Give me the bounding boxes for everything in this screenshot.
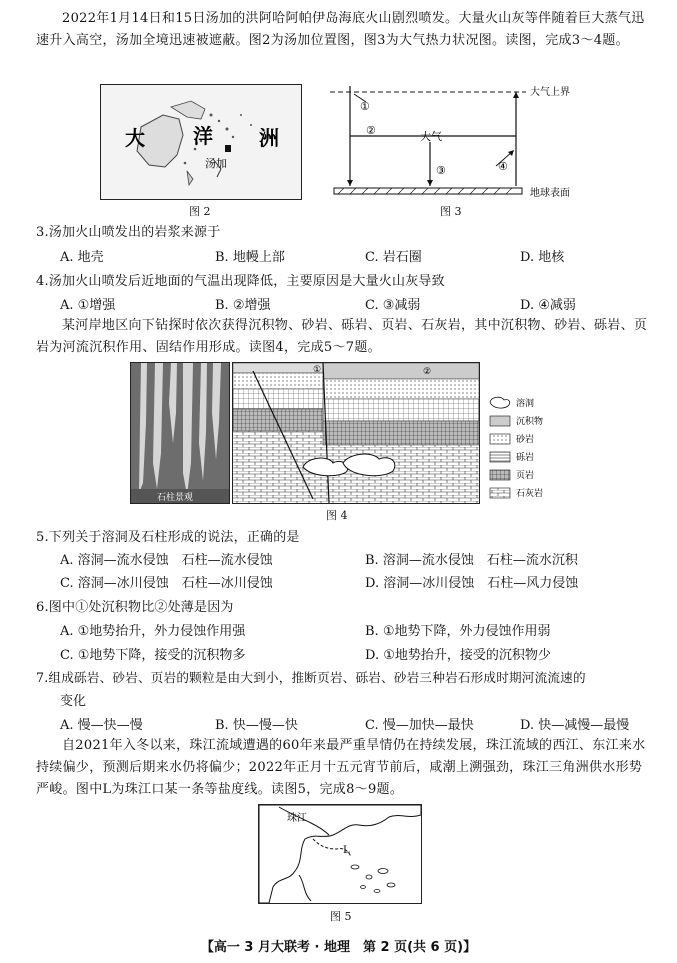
fig3-bottom-label: 地球表面 bbox=[530, 188, 570, 199]
q6-option-c: C. ①地势下降，接受的沉积物多 bbox=[60, 648, 246, 663]
legend-item-1: 沉积物 bbox=[516, 417, 544, 427]
q4-option-c: C. ③减弱 bbox=[365, 298, 421, 313]
q4-option-a: A. ①增强 bbox=[60, 298, 116, 313]
q4-option-d: D. ④减弱 bbox=[520, 298, 576, 313]
question-6-stem: 6.图中①处沉积物比②处薄是因为 bbox=[36, 600, 234, 615]
fig5-river-label: 珠江 bbox=[287, 813, 307, 824]
figure-5-caption: 图 5 bbox=[330, 910, 352, 923]
figure-4-cross-section bbox=[232, 362, 480, 504]
map-label-tonga: 汤加 bbox=[205, 157, 227, 170]
q6-option-d: D. ①地势抬升，接受的沉积物少 bbox=[365, 648, 551, 663]
fig4-marker-1: ① bbox=[313, 365, 322, 375]
figure-5-map bbox=[258, 804, 422, 904]
figure-4-photo bbox=[130, 362, 230, 504]
intro-paragraph-2: 某河岸地区向下钻探时依次获得沉积物、砂岩、砾岩、页岩、石灰岩，其中沉积物、砂岩、砾岩、页岩为河流沉积作用、固结作用形成。读图4，完成5～7题。 bbox=[36, 318, 648, 355]
question-4-stem: 4.汤加火山喷发后近地面的气温出现降低，主要原因是大量火山灰导致 bbox=[36, 274, 445, 289]
figure-3-diagram bbox=[330, 80, 610, 202]
figure-4-legend bbox=[488, 394, 568, 502]
intro-paragraph-3: 自2021年入冬以来，珠江流域遭遇的60年来最严重旱情仍在持续发展，珠江流域的西江、东江来水持续偏少，预测后期来水仍将偏少；2022年正月十五元宵节前后，咸潮上溯强劲，珠江三角洲供水形势严峻。图中L为珠江口某一条等盐度线。读图5，完成8～9题。 bbox=[36, 738, 646, 797]
intro-paragraph-1: 2022年1月14日和15日汤加的洪阿哈阿帕伊岛海底火山剧烈喷发。大量火山灰等伴随着巨大蒸气迅速升入高空，汤加全境迅速被遮蔽。图2为汤加位置图，图3为大气热力状况图。读图，完成3～4题。 bbox=[36, 11, 645, 48]
figure-2-map bbox=[100, 84, 302, 200]
fig3-marker-1: ① bbox=[360, 100, 370, 113]
q7-option-b: B. 快—慢—快 bbox=[215, 718, 298, 733]
legend-item-0: 溶洞 bbox=[516, 399, 535, 409]
fig5-line-label: L bbox=[343, 845, 350, 856]
q5-option-b: B. 溶洞—流水侵蚀 石柱—流水沉积 bbox=[365, 553, 578, 568]
fig4-marker-2: ② bbox=[423, 367, 432, 377]
figure-2-caption: 图 2 bbox=[189, 205, 211, 218]
q5-option-d: D. 溶洞—冰川侵蚀 石柱—风力侵蚀 bbox=[365, 576, 579, 591]
q7-option-a: A. 慢—快—慢 bbox=[60, 718, 143, 733]
legend-item-3: 砾岩 bbox=[516, 453, 535, 463]
figure-3-caption: 图 3 bbox=[440, 205, 462, 218]
fig3-center-label: 大气 bbox=[420, 130, 442, 143]
map-label-da: 大 bbox=[125, 126, 145, 150]
q3-option-c: C. 岩石圈 bbox=[365, 250, 422, 265]
q3-option-d: D. 地核 bbox=[520, 250, 565, 265]
q5-option-a: A. 溶洞—流水侵蚀 石柱—流水侵蚀 bbox=[60, 553, 273, 568]
q3-option-b: B. 地幔上部 bbox=[215, 250, 285, 265]
fig3-marker-4: ④ bbox=[498, 160, 508, 173]
q3-option-a: A. 地壳 bbox=[60, 250, 104, 265]
photo-label: 石柱景观 bbox=[157, 493, 194, 503]
fig3-marker-2: ② bbox=[366, 124, 376, 137]
question-3-stem: 3.汤加火山喷发出的岩浆来源于 bbox=[36, 225, 221, 240]
fig3-top-label: 大气上界 bbox=[530, 87, 570, 98]
legend-item-2: 砂岩 bbox=[516, 435, 535, 445]
legend-item-5: 石灰岩 bbox=[516, 489, 544, 499]
question-7-stem-line-1: 7.组成砾岩、砂岩、页岩的颗粒是由大到小，推断页岩、砾岩、砂岩三种岩石形成时期河流流速的 bbox=[36, 670, 586, 685]
q7-option-c: C. 慢—加快—最快 bbox=[365, 718, 474, 733]
legend-item-4: 页岩 bbox=[516, 471, 535, 481]
map-label-zhou: 洲 bbox=[259, 126, 279, 150]
question-7-stem-line-2: 变化 bbox=[60, 694, 87, 709]
figure-4-caption: 图 4 bbox=[326, 509, 348, 522]
question-5-stem: 5.下列关于溶洞及石柱形成的说法，正确的是 bbox=[36, 530, 300, 545]
q4-option-b: B. ②增强 bbox=[215, 298, 271, 313]
map-label-yang: 洋 bbox=[193, 124, 213, 148]
q5-option-c: C. 溶洞—冰川侵蚀 石柱—冰川侵蚀 bbox=[60, 576, 273, 591]
page-footer: 【高一 3 月大联考 · 地理 第 2 页(共 6 页)】 bbox=[200, 940, 477, 955]
fig3-marker-3: ③ bbox=[436, 164, 446, 177]
q6-option-b: B. ①地势下降，外力侵蚀作用弱 bbox=[365, 624, 551, 639]
q6-option-a: A. ①地势抬升，外力侵蚀作用强 bbox=[60, 624, 246, 639]
q7-option-d: D. 快—减慢—最慢 bbox=[520, 718, 630, 733]
